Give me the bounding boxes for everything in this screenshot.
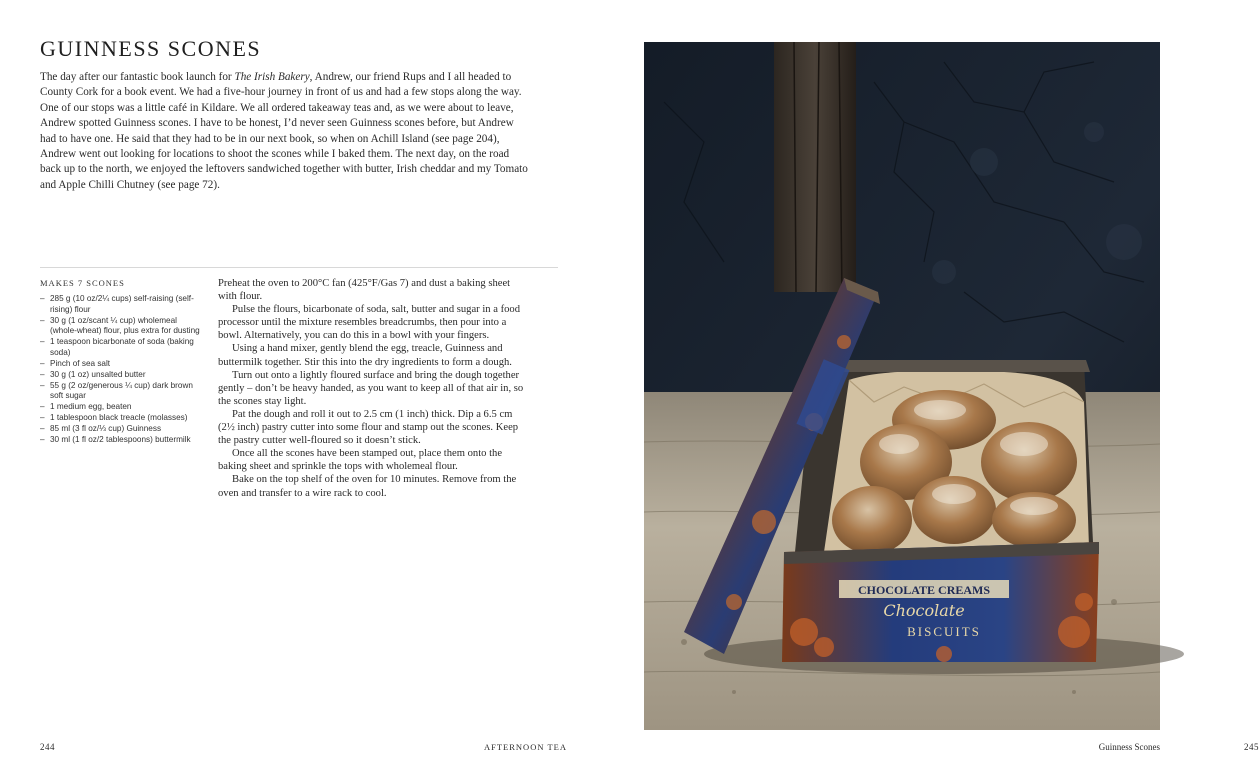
running-head-right: Guinness Scones [1098,742,1160,752]
yield-heading: MAKES 7 SCONES [40,278,125,288]
recipe-title: GUINNESS SCONES [40,36,262,61]
ingredient-list [40,294,205,446]
scones-photo [644,42,1160,730]
book-title: The Irish Bakery [234,71,310,83]
ingredient-item: – 30 ml (1 fl oz/2 tablespoons) buttermilk [40,435,191,445]
ingredient-item: – Pinch of sea salt [40,358,111,368]
ingredient-item: – 285 g (10 oz/2¼ cups) self-raising (self-rising) flour [40,294,194,314]
method-step: Pat the dough and roll it out to 2.5 cm (1 inch) thick. Dip a 6.5 cm (2½ inch) pastry cutter into some flour and stamp out the scones. Keep the pastry cutter well-floured so it doesn’t stick. [218,408,519,447]
running-head-left: AFTERNOON TEA [484,742,567,752]
method-step: Pulse the flours, bicarbonate of soda, salt, butter and sugar in a food processor until the mixture resembles breadcrumbs, then pour into a bowl. Alternatively, you can do this in a bowl with your fingers. [218,304,521,342]
intro-paragraph-1: The day after our fantastic book launch for The Irish Bakery, Andrew, our friend Rups and I all headed to County Cork for a book event. We had a five-hour journey in front of us and had a few stops along the way. [40,71,522,99]
ingredient-item: – 55 g (2 oz/generous ¼ cup) dark brown soft sugar [40,380,193,401]
ingredient-item: – 1 medium egg, beaten [40,402,132,412]
tin-label-script: Chocolate [883,601,965,620]
method-step: Turn out onto a lightly floured surface and bring the dough together gently – don’t be heavy handed, as you want to keep all of that air in, so the scones stay light. [218,369,524,407]
ingredient-item: – 1 teaspoon bicarbonate of soda (baking soda) [40,337,194,357]
method-step: Using a hand mixer, gently blend the egg, treacle, Guinness and buttermilk together. Stir this into the dry ingredients to form a dough. [218,343,512,368]
method-step: Preheat the oven to 200°C fan (425°F/Gas 7) and dust a baking sheet with flour. [218,278,511,303]
scones-photo-illustration [644,42,1160,730]
ingredient-item: – 30 g (1 oz) unsalted butter [40,369,146,379]
tin-label-top: CHOCOLATE CREAMS [857,583,991,597]
ingredient-item: – 85 ml (3 fl oz/⅓ cup) Guinness [40,424,162,434]
page-number-right: 245 [1244,742,1259,752]
ingredient-item: – 1 tablespoon black treacle (molasses) [40,413,188,423]
method-step: Once all the scones have been stamped out, place them onto the baking sheet and sprinkle the tops with wholemeal flour. [218,448,503,473]
intro-paragraph-2: One of our stops was a little café in Kildare. We all ordered takeaway teas and, as we were about to leave, Andrew spotted Guinness scones. I have to be honest, I’d never seen Guinness scones before, but Andrew had to have one. He said that they had to be in our next book, so when on Achill Island (see page 204), Andrew went out looking for locations to shoot the scones while I baked them. The next day, on the road back up to the north, we enjoyed the leftovers sandwiched together with butter, Irish cheddar and my Tomato and Apple Chilli Chutney (see page 72). [40,101,528,191]
ingredient-item: – 30 g (1 oz/scant ¼ cup) wholemeal (whole-wheat) flour, plus extra for dusting [40,315,200,336]
method-step: Bake on the top shelf of the oven for 10 minutes. Remove from the oven and transfer to a wire rack to cool. [218,474,517,499]
section-divider [40,267,558,268]
page-number-left: 244 [40,742,55,752]
tin-label-bottom: BISCUITS [907,624,981,639]
left-page [0,0,600,769]
method-steps [218,277,530,500]
recipe-intro [40,70,530,193]
